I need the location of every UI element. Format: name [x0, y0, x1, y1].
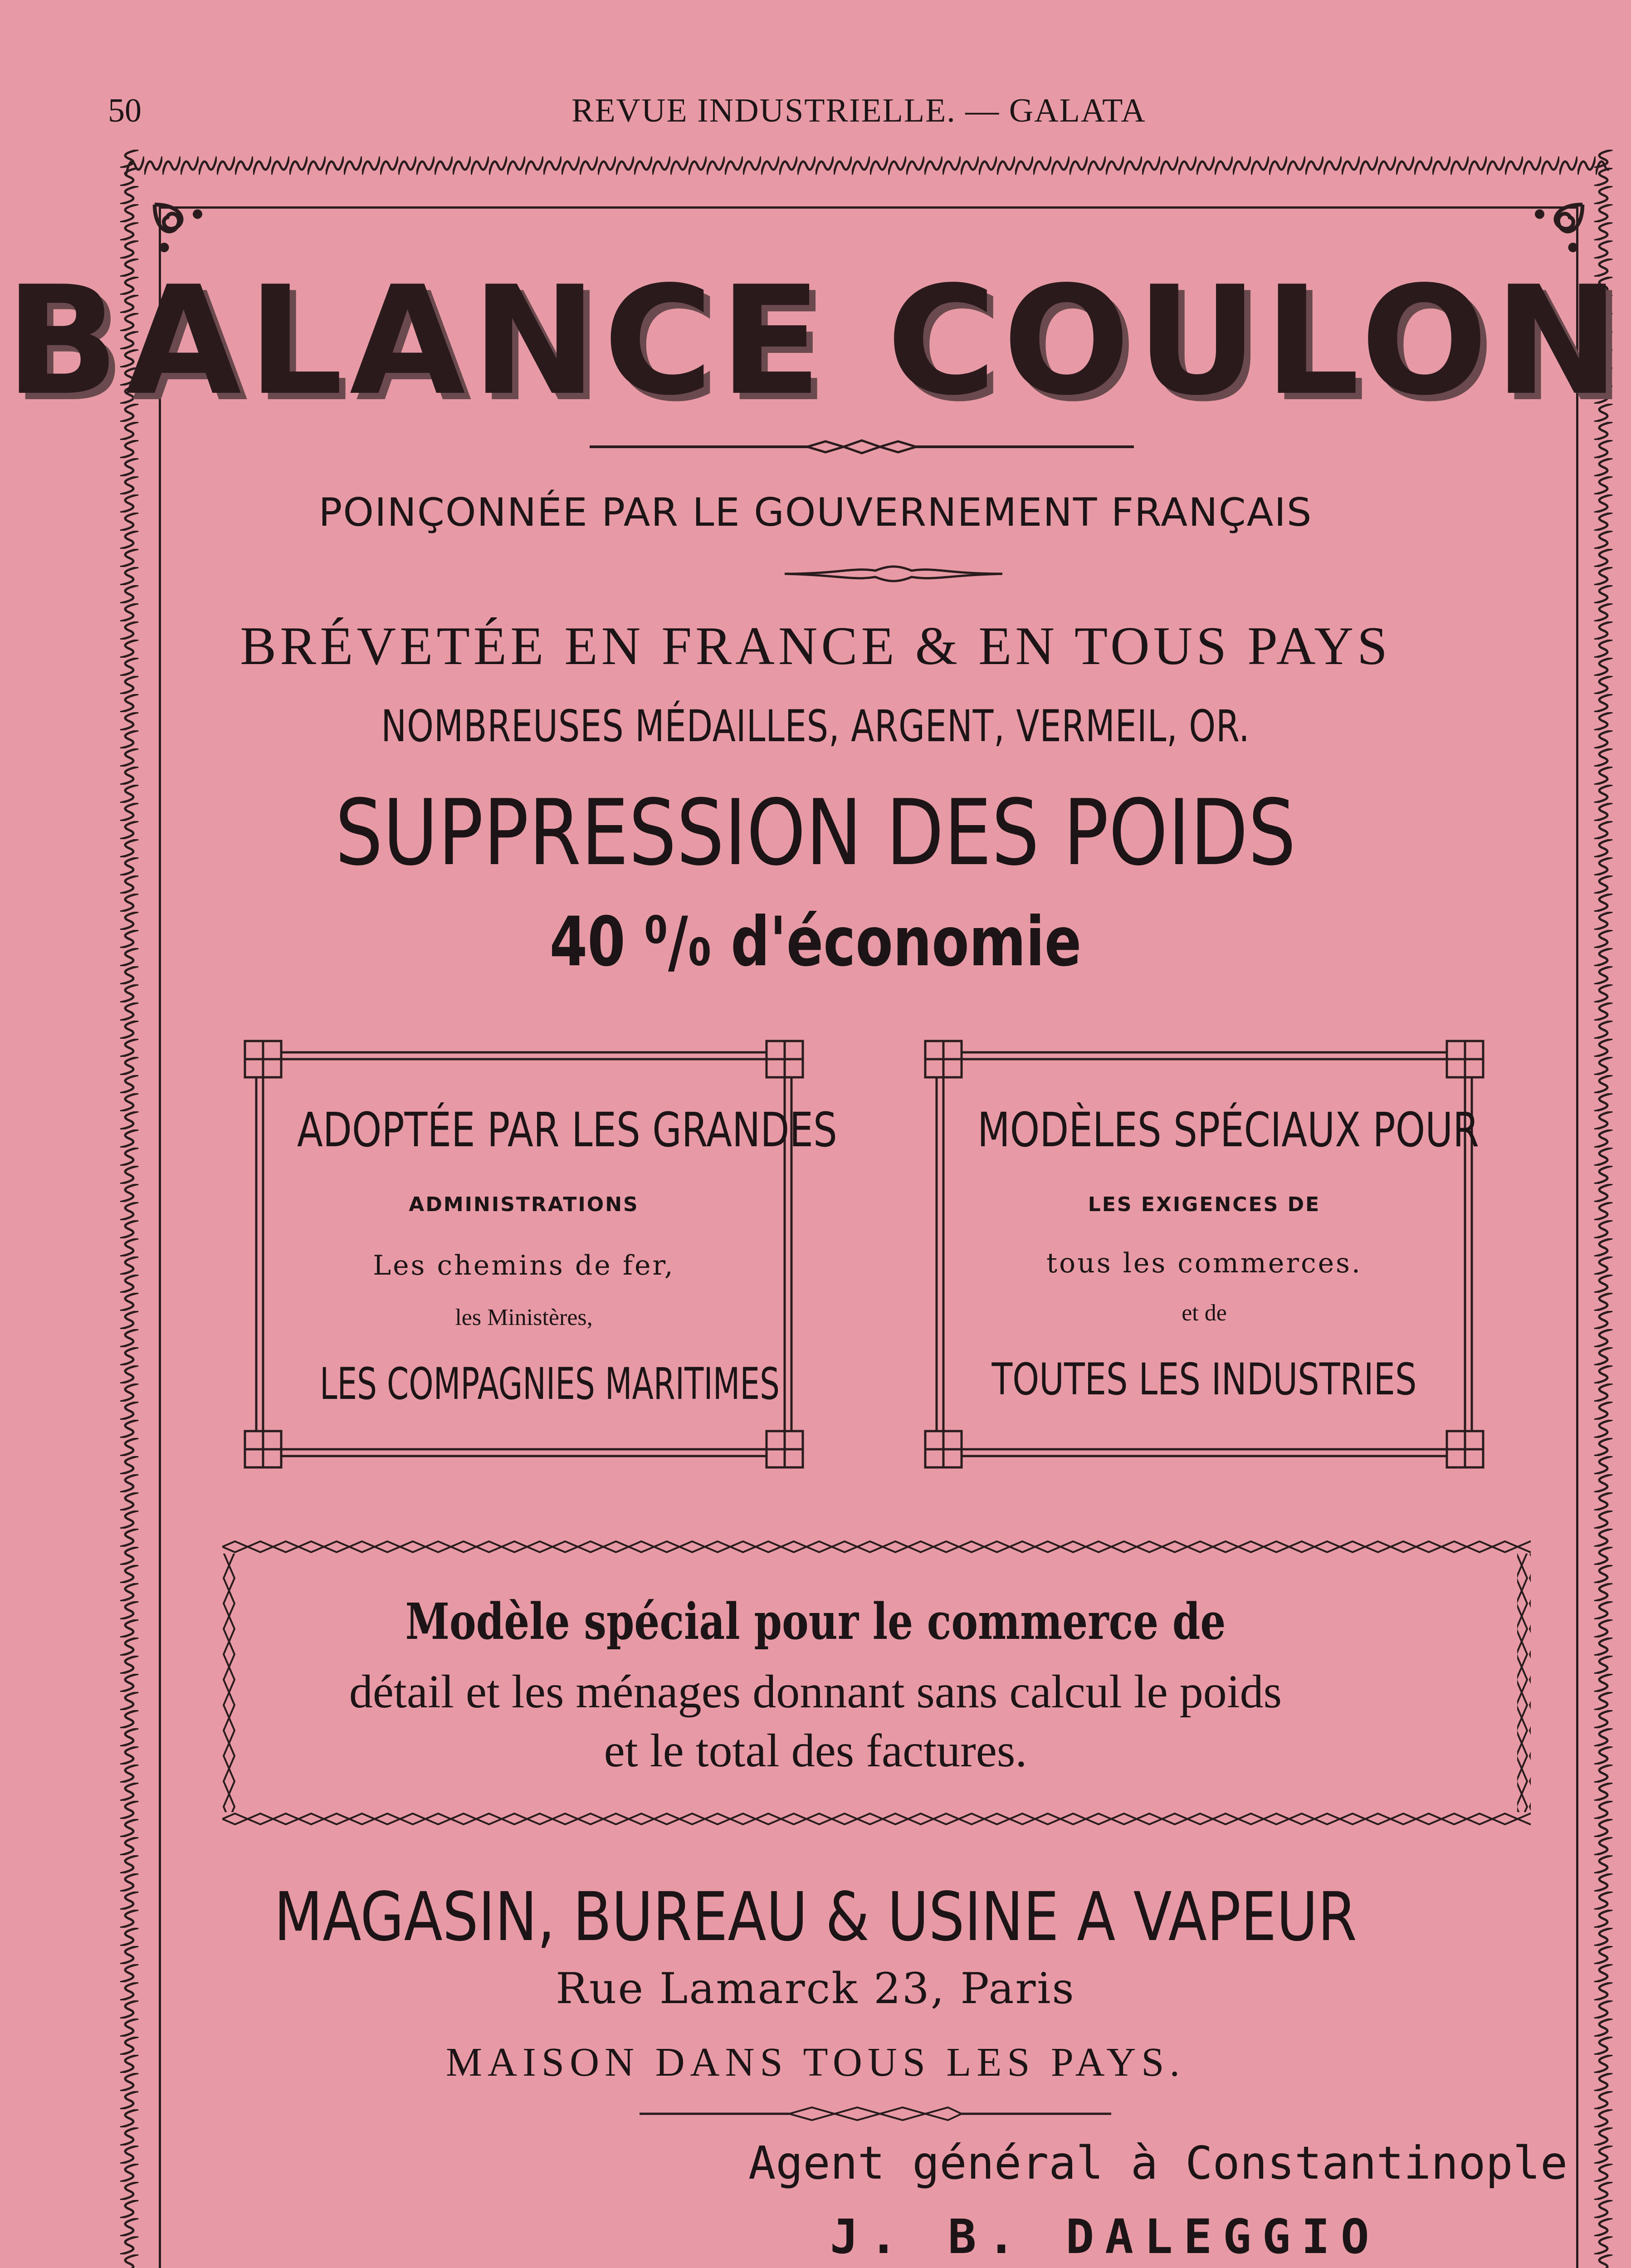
left-box-heading: ADOPTÉE PAR LES GRANDES	[297, 1102, 837, 1158]
right-feature-box	[921, 1036, 1488, 1472]
special-model-line-1: Modèle spécial pour le commerce de	[405, 1592, 1226, 1651]
right-box-line-a: tous les commerces.	[1046, 1247, 1362, 1279]
shop-address: Rue Lamarck 23, Paris	[556, 1964, 1075, 2014]
ornament-rule	[785, 562, 1002, 585]
left-box-subheading: ADMINISTRATIONS	[409, 1193, 639, 1216]
left-feature-box	[240, 1036, 837, 1472]
left-box-line-c: LES COMPAGNIES MARITIMES	[320, 1359, 780, 1409]
right-box-line-b: et de	[1182, 1300, 1227, 1326]
line-medailles: NOMBREUSES MÉDAILLES, ARGENT, VERMEIL, OR.	[381, 701, 1250, 752]
brand-title: BALANCE COULON	[5, 254, 1626, 428]
shop-line: MAGASIN, BUREAU & USINE A VAPEUR	[274, 1878, 1357, 1956]
line-economie: 40 ⁰/₀ d'économie	[549, 903, 1082, 982]
maison-line: MAISON DANS TOUS LES PAYS.	[446, 2040, 1185, 2085]
line-poinconnee: POINÇONNÉE PAR LE GOUVERNEMENT FRANÇAIS	[318, 490, 1313, 535]
top-wavy-border	[126, 150, 1609, 181]
right-wavy-border	[1587, 150, 1619, 2268]
page-number: 50	[108, 92, 142, 129]
right-box-subheading: LES EXIGENCES DE	[1088, 1193, 1321, 1216]
agent-name: J. B. DALEGGIO	[830, 2209, 1380, 2264]
ornament-rule	[590, 438, 1134, 456]
running-head: REVUE INDUSTRIELLE. — GALATA	[571, 92, 1146, 129]
left-box-line-b: les Ministères,	[455, 1305, 593, 1330]
left-box-line-a: Les chemins de fer,	[373, 1250, 675, 1281]
special-model-line-2: détail et les ménages donnant sans calcul le poids	[349, 1666, 1282, 1718]
agent-label: Agent général à Constantinople	[748, 2136, 1568, 2190]
line-brevetee: BRÉVETÉE EN FRANCE & EN TOUS PAYS	[240, 616, 1391, 676]
right-box-heading: MODÈLES SPÉCIAUX POUR	[977, 1102, 1479, 1158]
ornament-rule	[640, 2105, 1111, 2123]
special-model-line-3: et le total des factures.	[604, 1725, 1027, 1777]
right-box-line-c: TOUTES LES INDUSTRIES	[991, 1354, 1417, 1405]
line-suppression: SUPPRESSION DES POIDS	[335, 780, 1296, 886]
